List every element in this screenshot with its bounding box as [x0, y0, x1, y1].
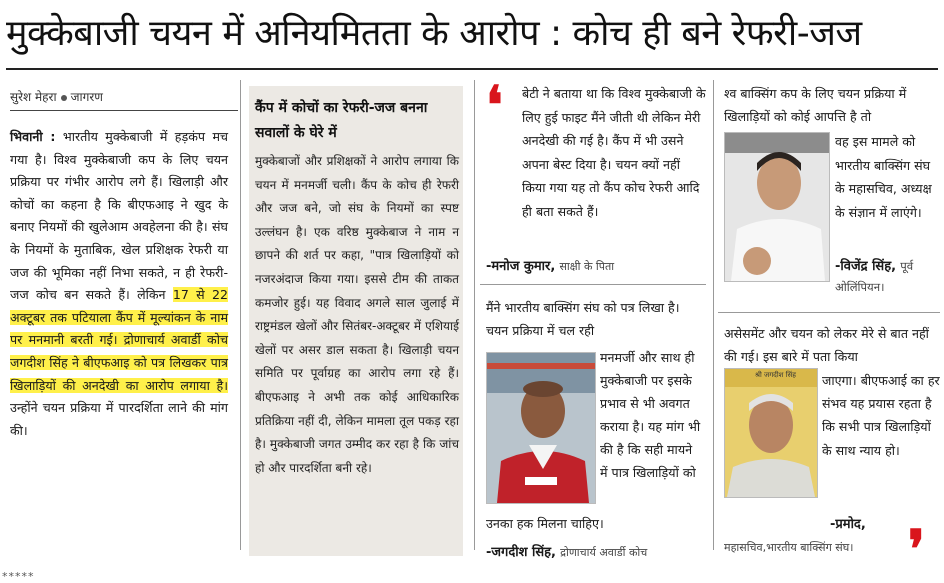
quote-1-name: -मनोज कुमार, [486, 259, 556, 274]
quote-1-role: साक्षी के पिता [559, 260, 615, 273]
quote-close-icon: ❜ [908, 519, 925, 580]
dateline: भिवानी : [10, 129, 56, 144]
quote-4-name: -प्रमोद, [830, 517, 866, 532]
quote-4-text-top: असेसमेंट और चयन को लेकर मेरे से बात नहीं की गई। इस बारे में पता किया [724, 326, 929, 364]
quote-divider [480, 284, 706, 285]
column-divider [474, 80, 475, 550]
article-column-1 [10, 126, 228, 442]
column-divider [240, 80, 241, 550]
vijender-singh-photo [724, 132, 830, 282]
column-divider [713, 80, 714, 550]
quote-2-text-bottom: उनका हक मिलना चाहिए। [486, 516, 604, 531]
sidebar-box-title: कैंप में कोचों का रेफरी-जज बनना सवालों के घेरे में [255, 100, 428, 141]
footer-stars: ***** [2, 570, 35, 583]
sidebar-box-body: मुक्केबाजों और प्रशिक्षकों ने आरोप लगाया कि चयन में मनमर्जी चली। कैंप के कोच ही रेफरी और जज बने, जो संघ के नियमों का स्पष्ट उल्लंघन है। एक वरिष्ठ मुक्केबाज ने नाम न छापने की शर्त पर कहा, "पात्र खिलाड़ियों को नजरअंदाज किया गया। इससे टीम की ताकत कमजोर हुई। यह विवाद अगले साल जुलाई में राष्ट्रमंडल खेलों और सितंबर-अक्टूबर में एशियाई खेलों पर असर डाल सकता है। खिलाड़ी चयन समिति पर पूर्वाग्रह का आरोप लगा रहे हैं। बीएफआइ ने अभी तक कोई आधिकारिक प्रतिक्रिया नहीं दी, लेकिन मामला तूल पकड़ रहा है। मुक्केबाजी जगत उम्मीद कर रहा है कि जांच हो और पारदर्शिता बनी रहे। [255, 154, 459, 475]
quote-1-attribution [486, 256, 706, 274]
byline-author: सुरेश मेहरा [10, 90, 57, 104]
portrait-image [725, 133, 829, 281]
quote-4-role: महासचिव,भारतीय बाक्सिंग संघ। [724, 541, 854, 554]
quote-2-text-top: मैंने भारतीय बाक्सिंग संघ को पत्र लिखा है। चयन प्रक्रिया में चल रही [486, 300, 680, 338]
photo-caption: श्री जगदीश सिंह [755, 371, 796, 379]
quote-3-name: -विजेंद्र सिंह, [835, 259, 897, 274]
quote-divider [718, 312, 940, 313]
quote-1-text: बेटी ने बताया था कि विश्व मुक्केबाजी के लिए हुई फाइट मैंने जीती थी लेकिन मेरी अनदेखी की गई है। कैंप में भी उसने अपना बेस्ट दिया है। चयन क्यों नहीं किया गया यह तो कैंप कोच रेफरी आदि ही बता सकते हैं। [522, 86, 706, 219]
quote-2-attribution [486, 542, 701, 560]
jagdish-singh-photo [486, 352, 596, 504]
quote-2-text-right: मनमर्जी और साथ ही मुक्केबाजी पर इसके प्रभाव से भी अवगत कराया है। यह मांग भी की है कि सही मायने में पात्र खिलाड़ियों को [600, 350, 701, 480]
article-paragraph-a: भारतीय मुक्केबाजी में हड़कंप मच गया है। विश्व मुक्केबाजी कप के लिए चयन प्रक्रिया पर गंभीर आरोप लगे हैं। खिलाड़ी और कोचों का कहना है कि बीएफआइ ने खुद के बनाए नियमों की खुलेआम अवहेलना की है। संघ के नियमों के मुताबिक, खेल प्रशिक्षक रेफरी या जज की भूमिका नहीं निभा सकते, न ही रेफरी-जज कोच बन सकते हैं। लेकिन [10, 129, 228, 303]
byline [10, 88, 240, 105]
quote-2-name: -जगदीश सिंह, [486, 545, 556, 560]
quote-2-role: द्रोणाचार्य अवार्डी कोच [560, 546, 648, 559]
byline-rule [10, 110, 238, 111]
portrait-image [725, 369, 817, 497]
pramod-photo [724, 368, 818, 498]
quote-open-icon: ❛ [486, 75, 503, 136]
bullet-icon [61, 95, 67, 101]
quote-3-text-right: वह इस मामले को भारतीय बाक्सिंग संघ के महासचिव, अध्यक्ष के संज्ञान में लाएंगे। [835, 134, 932, 220]
portrait-image [487, 353, 595, 503]
article-paragraph-b: उन्होंने चयन प्रक्रिया में पारदर्शिता लाने की मांग की। [10, 400, 228, 438]
quote-3-role: पूर्व ओलिंपियन। [835, 259, 914, 294]
quote-3-attribution [835, 256, 941, 298]
headline-rule [6, 68, 938, 70]
highlighted-text: 17 से 22 अक्टूबर तक पटियाला कैंप में मूल्यांकन के नाम पर मनमानी बरती गई। द्रोणाचार्य अवार्डी कोच जगदीश सिंह ने बीएफआइ को पत्र लिखकर पात्र खिलाड़ियों की अनदेखी का आरोप लगाया है। [10, 287, 228, 393]
byline-source: जागरण [70, 90, 103, 104]
quote-4-text-right: जाएगा। बीएफआई का हर संभव यह प्रयास रहता है कि सभी पात्र खिलाड़ियों के साथ न्याय हो। [822, 373, 940, 458]
quote-3-text-top: श्व बाक्सिंग कप के लिए चयन प्रक्रिया में खिलाड़ियों को कोई आपत्ति है तो [724, 86, 907, 124]
headline: मुक्केबाजी चयन में अनियमितता के आरोप : कोच ही बने रेफरी-जज [6, 13, 862, 54]
